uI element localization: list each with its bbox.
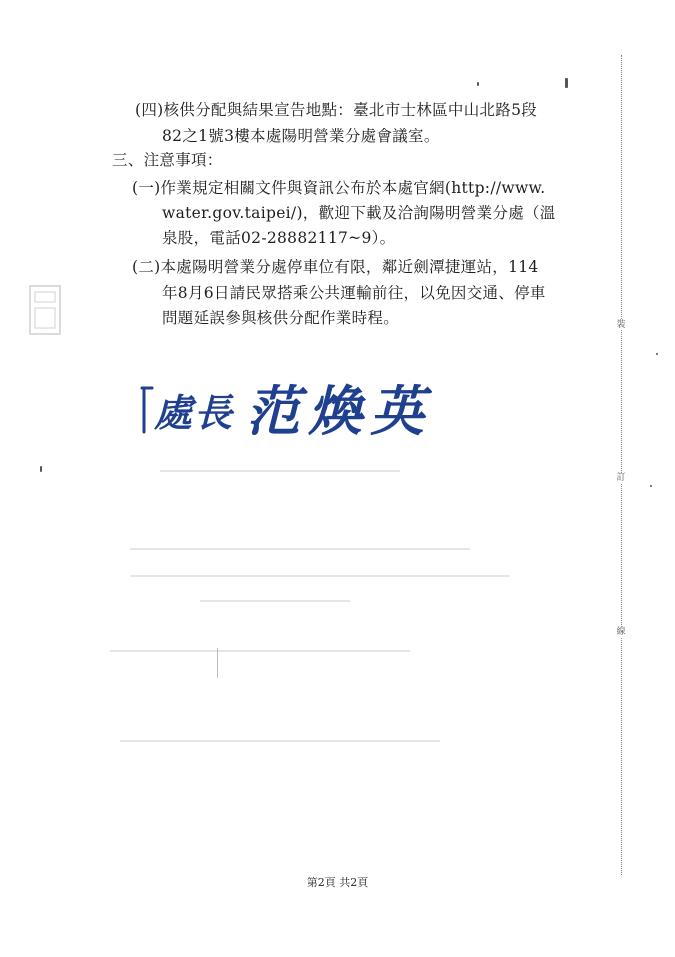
- body-line: water.gov.taipei/)，歡迎下載及洽詢陽明營業分處（溫: [162, 204, 556, 222]
- body-line: (四)核供分配與結果宣告地點：臺北市士林區中山北路5段: [135, 101, 538, 119]
- body-line: 82之1號3樓本處陽明營業分處會議室。: [162, 127, 440, 145]
- body-line: 泉股，電話02-28882117~9）。: [162, 229, 396, 247]
- signature-name: 范煥英: [246, 379, 432, 442]
- scan-ghost-line: [160, 470, 400, 472]
- scan-speck: [565, 78, 568, 88]
- scan-speck: [650, 485, 652, 487]
- scan-speck: [477, 82, 479, 86]
- binding-mark: 裝: [613, 320, 629, 330]
- faint-seal-stamp: [28, 284, 62, 336]
- body-line: 問題延誤參與核供分配作業時程。: [162, 309, 400, 327]
- binding-guide-line: [621, 55, 622, 875]
- page-number: 第2頁 共2頁: [306, 876, 369, 889]
- scan-ghost-line: [200, 600, 350, 602]
- scan-speck: [656, 353, 658, 355]
- director-signature: [140, 372, 460, 442]
- binding-mark: 訂: [613, 473, 629, 483]
- scan-ghost-line: [120, 740, 440, 742]
- scan-ghost-line: [110, 650, 410, 652]
- scan-speck: [40, 466, 42, 472]
- binding-mark: 線: [613, 627, 629, 637]
- scan-ghost-line: [130, 548, 470, 550]
- body-line: (二)本處陽明營業分處停車位有限，鄰近劍潭捷運站，114: [132, 258, 539, 276]
- scan-ghost-line: [130, 575, 510, 577]
- body-line: (一)作業規定相關文件與資訊公布於本處官網(http://www.: [132, 179, 546, 197]
- section-heading: 三、注意事項：: [112, 151, 223, 169]
- body-line: 年8月6日請民眾搭乘公共運輸前往，以免因交通、停車: [162, 284, 546, 302]
- scan-speck: [217, 648, 218, 678]
- signature-title: 處長: [154, 390, 235, 435]
